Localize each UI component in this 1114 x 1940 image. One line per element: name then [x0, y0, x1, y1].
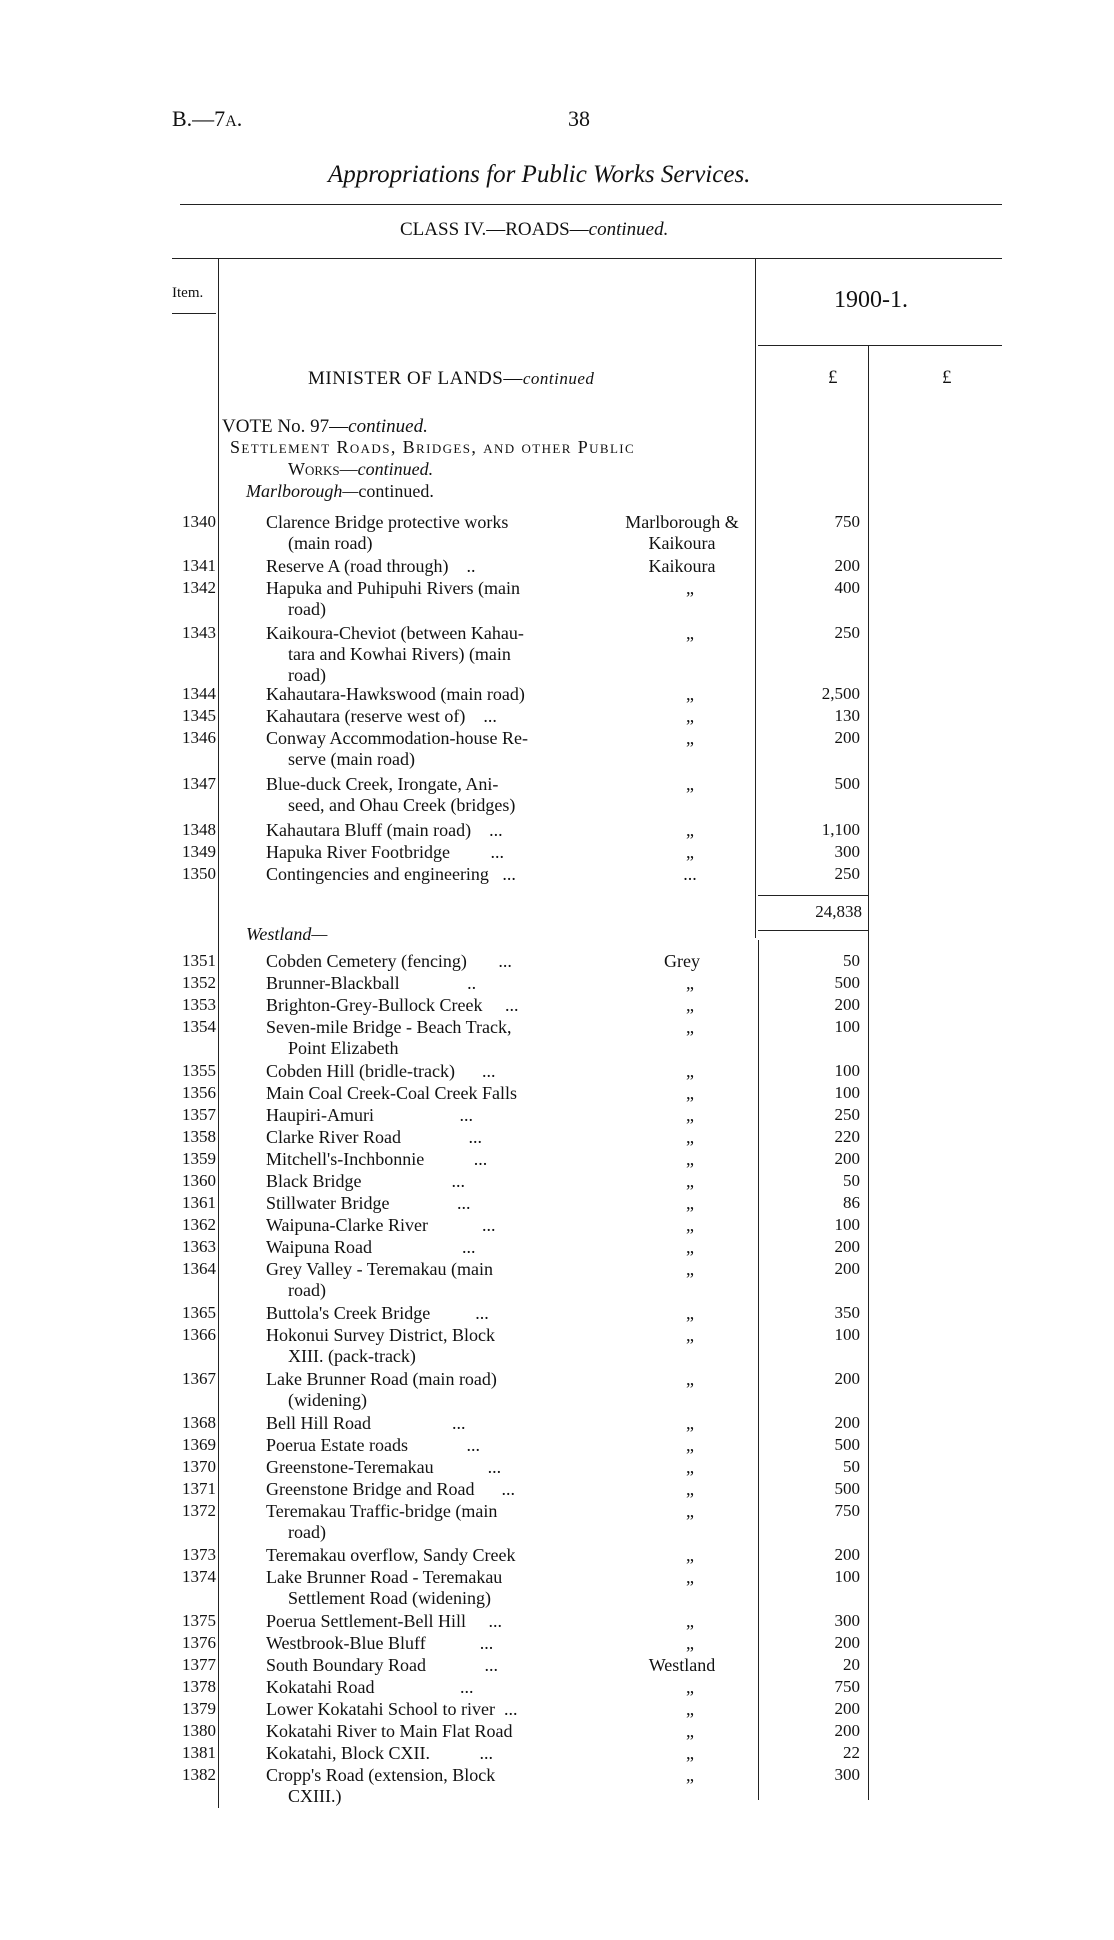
amount: 200	[834, 1699, 860, 1718]
item-number: 1349	[182, 842, 216, 861]
amount: 200	[834, 728, 860, 747]
item-number: 1380	[182, 1721, 216, 1740]
district: „	[686, 1699, 694, 1719]
item-description: Cobden Hill (bridle-track) ...	[266, 1061, 496, 1081]
item-description: Poerua Settlement-Bell Hill ...	[266, 1611, 502, 1631]
item-number: 1358	[182, 1127, 216, 1146]
table-top-rule	[172, 258, 1002, 259]
currency-symbol-col2: £	[942, 367, 952, 388]
amount: 500	[834, 973, 860, 992]
item-description: Contingencies and engineering ...	[266, 864, 516, 884]
year-header-rule	[758, 345, 1002, 346]
item-description: Lake Brunner Road (main road)	[266, 1369, 497, 1389]
westland-heading: Westland—	[246, 924, 328, 944]
district: „	[686, 1237, 694, 1257]
item-number: 1368	[182, 1413, 216, 1432]
marlborough-heading-text: Marlborough—	[246, 481, 359, 501]
item-description: Kokatahi Road ...	[266, 1677, 474, 1697]
item-description: Hokonui Survey District, Block	[266, 1325, 495, 1345]
item-number: 1360	[182, 1171, 216, 1190]
item-description: Teremakau overflow, Sandy Creek	[266, 1545, 516, 1565]
item-description: Black Bridge ...	[266, 1171, 465, 1191]
page-reference: B.—7A.	[172, 106, 243, 131]
item-description: Poerua Estate roads ...	[266, 1435, 480, 1455]
minister-heading-text: MINISTER OF LANDS—	[308, 368, 523, 389]
item-number: 1353	[182, 995, 216, 1014]
vote-heading-continued: continued.	[348, 416, 428, 437]
item-number: 1365	[182, 1303, 216, 1322]
subtotal-rule-top	[758, 895, 868, 896]
district: „	[686, 995, 694, 1015]
item-description: Blue-duck Creek, Irongate, Ani-	[266, 774, 499, 794]
item-description: Clarke River Road ...	[266, 1127, 482, 1147]
amount: 350	[834, 1303, 860, 1322]
marlborough-heading-continued: continued.	[358, 481, 434, 501]
district: „	[686, 1017, 694, 1037]
district: „	[686, 1479, 694, 1499]
item-description: Point Elizabeth	[288, 1038, 399, 1058]
year-header: 1900-1.	[834, 287, 908, 313]
amount: 500	[834, 774, 860, 793]
district: „	[686, 1259, 694, 1279]
amount: 130	[834, 706, 860, 725]
page-reference-suffix: A	[225, 113, 237, 130]
amount: 300	[834, 1611, 860, 1630]
district: „	[686, 706, 694, 726]
district: „	[686, 1215, 694, 1235]
item-number: 1357	[182, 1105, 216, 1124]
item-header-underline	[172, 313, 216, 314]
district: „	[686, 842, 694, 862]
item-number: 1370	[182, 1457, 216, 1476]
item-description: Reserve A (road through) ..	[266, 556, 476, 576]
item-number: 1359	[182, 1149, 216, 1168]
item-number: 1348	[182, 820, 216, 839]
item-description: XIII. (pack-track)	[288, 1346, 416, 1366]
item-number: 1344	[182, 684, 216, 703]
amount: 100	[834, 1325, 860, 1344]
amount: 750	[834, 512, 860, 531]
amount: 200	[834, 1545, 860, 1564]
item-description: seed, and Ohau Creek (bridges)	[288, 795, 516, 815]
amount: 2,500	[821, 684, 860, 703]
amount: 100	[834, 1083, 860, 1102]
currency-symbol-col1: £	[828, 367, 838, 388]
item-number: 1374	[182, 1567, 216, 1586]
item-description: Teremakau Traffic-bridge (main	[266, 1501, 498, 1521]
class-heading-continued: continued.	[588, 219, 669, 240]
district: „	[686, 1061, 694, 1081]
vote-heading	[222, 416, 428, 438]
settlement-heading-line2	[288, 459, 433, 480]
class-heading	[400, 219, 668, 241]
item-number: 1367	[182, 1369, 216, 1388]
item-number: 1381	[182, 1743, 216, 1762]
item-number: 1343	[182, 623, 216, 642]
item-column-header: Item.	[172, 285, 204, 301]
amount: 50	[843, 1457, 860, 1476]
district: „	[686, 1435, 694, 1455]
item-description: Hapuka and Puhipuhi Rivers (main	[266, 578, 520, 598]
district: „	[686, 820, 694, 840]
district: „	[686, 1457, 694, 1477]
amount: 200	[834, 1633, 860, 1652]
item-number: 1371	[182, 1479, 216, 1498]
item-number: 1372	[182, 1501, 216, 1520]
district: „	[686, 1611, 694, 1631]
district: „	[686, 1743, 694, 1763]
amount: 100	[834, 1567, 860, 1586]
item-number: 1356	[182, 1083, 216, 1102]
item-number: 1382	[182, 1765, 216, 1784]
district: Grey	[664, 951, 700, 971]
item-number: 1355	[182, 1061, 216, 1080]
subtotal-rule-bottom	[758, 930, 868, 931]
item-description: Greenstone-Teremakau ...	[266, 1457, 502, 1477]
amount-column-rule-right	[868, 345, 869, 1800]
settlement-heading-works: Works—	[288, 459, 358, 479]
district: Westland	[648, 1655, 716, 1675]
amount: 86	[843, 1193, 860, 1212]
item-description: Cropp's Road (extension, Block	[266, 1765, 496, 1785]
amount: 200	[834, 1149, 860, 1168]
marlborough-heading	[246, 481, 434, 502]
item-number: 1347	[182, 774, 216, 793]
amount: 750	[834, 1501, 860, 1520]
district: Kaikoura	[648, 556, 716, 576]
district: „	[686, 1413, 694, 1433]
district: „	[686, 1171, 694, 1191]
item-number: 1362	[182, 1215, 216, 1234]
amount: 250	[834, 864, 860, 883]
item-number: 1378	[182, 1677, 216, 1696]
amount: 200	[834, 1259, 860, 1278]
item-description: Kahautara Bluff (main road) ...	[266, 820, 503, 840]
amount: 750	[834, 1677, 860, 1696]
item-description: Haupiri-Amuri ...	[266, 1105, 473, 1125]
amount: 200	[834, 556, 860, 575]
district: „	[686, 1501, 694, 1521]
item-description: Bell Hill Road ...	[266, 1413, 466, 1433]
item-description: Stillwater Bridge ...	[266, 1193, 471, 1213]
item-number: 1363	[182, 1237, 216, 1256]
item-number: 1352	[182, 973, 216, 992]
district: „	[686, 578, 694, 598]
item-description: Lake Brunner Road - Teremakau	[266, 1567, 503, 1587]
item-description: Buttola's Creek Bridge ...	[266, 1303, 489, 1323]
item-description: Conway Accommodation-house Re-	[266, 728, 528, 748]
district: „	[686, 1633, 694, 1653]
item-description: Clarence Bridge protective works	[266, 512, 509, 532]
district: „	[686, 684, 694, 704]
district: „	[686, 1127, 694, 1147]
item-description: Seven-mile Bridge - Beach Track,	[266, 1017, 512, 1037]
subtotal-marlborough: 24,838	[815, 902, 862, 921]
amount: 400	[834, 578, 860, 597]
item-number: 1379	[182, 1699, 216, 1718]
amount: 200	[834, 1413, 860, 1432]
item-description: (widening)	[288, 1390, 367, 1410]
district: ...	[683, 864, 697, 884]
minister-heading	[308, 368, 594, 390]
amount: 300	[834, 1765, 860, 1784]
district: „	[686, 728, 694, 748]
district: „	[686, 774, 694, 794]
minister-heading-continued: continued	[522, 369, 595, 388]
item-description: serve (main road)	[288, 749, 415, 769]
amount: 50	[843, 1171, 860, 1190]
amount: 1,100	[821, 820, 860, 839]
item-number: 1364	[182, 1259, 216, 1278]
item-number: 1369	[182, 1435, 216, 1454]
item-description: Cobden Cemetery (fencing) ...	[266, 951, 512, 971]
item-number: 1361	[182, 1193, 216, 1212]
item-number: 1340	[182, 512, 216, 531]
item-description: Greenstone Bridge and Road ...	[266, 1479, 515, 1499]
district: „	[686, 1721, 694, 1741]
item-description: Kokatahi, Block CXII. ...	[266, 1743, 493, 1763]
item-description: Brighton-Grey-Bullock Creek ...	[266, 995, 519, 1015]
amount: 500	[834, 1435, 860, 1454]
item-description: Brunner-Blackball ..	[266, 973, 477, 993]
item-description: Mitchell's-Inchbonnie ...	[266, 1149, 488, 1169]
amount: 22	[843, 1743, 860, 1762]
item-number: 1342	[182, 578, 216, 597]
district: Kaikoura	[648, 533, 716, 553]
district: „	[686, 1765, 694, 1785]
amount: 100	[834, 1215, 860, 1234]
item-description: Kokatahi River to Main Flat Road	[266, 1721, 513, 1741]
item-number: 1366	[182, 1325, 216, 1344]
amount: 200	[834, 995, 860, 1014]
amount: 220	[834, 1127, 860, 1146]
settlement-heading-line1: Settlement Roads, Bridges, and other Public	[230, 437, 636, 457]
district: „	[686, 1545, 694, 1565]
item-description: Main Coal Creek-Coal Creek Falls	[266, 1083, 517, 1103]
item-number: 1346	[182, 728, 216, 747]
amount: 500	[834, 1479, 860, 1498]
title-rule	[180, 204, 1002, 205]
district: „	[686, 1193, 694, 1213]
item-number: 1377	[182, 1655, 216, 1674]
item-description: Lower Kokatahi School to river ...	[266, 1699, 518, 1719]
page-title: Appropriations for Public Works Services.	[328, 161, 751, 188]
item-description: road)	[288, 1280, 326, 1300]
item-description: (main road)	[288, 533, 373, 553]
item-description: Grey Valley - Teremakau (main	[266, 1259, 493, 1279]
settlement-heading-continued: continued.	[357, 459, 434, 479]
amount: 250	[834, 1105, 860, 1124]
item-number: 1345	[182, 706, 216, 725]
item-number: 1351	[182, 951, 216, 970]
amount: 50	[843, 951, 860, 970]
district: „	[686, 1369, 694, 1389]
class-heading-text: CLASS IV.—ROADS—	[400, 219, 589, 240]
district: „	[686, 1677, 694, 1697]
item-description: road)	[288, 1522, 326, 1542]
item-column-rule	[218, 258, 219, 1808]
amount: 100	[834, 1017, 860, 1036]
item-description: tara and Kowhai Rivers) (main	[288, 644, 511, 664]
item-description: Westbrook-Blue Bluff ...	[266, 1633, 494, 1653]
item-description: Hapuka River Footbridge ...	[266, 842, 504, 862]
amount: 200	[834, 1721, 860, 1740]
item-number: 1375	[182, 1611, 216, 1630]
district: „	[686, 973, 694, 993]
item-description: Settlement Road (widening)	[288, 1588, 491, 1608]
district: „	[686, 1303, 694, 1323]
item-description: road)	[288, 599, 326, 619]
item-description: road)	[288, 665, 326, 685]
item-description: Kahautara-Hawkswood (main road)	[266, 684, 525, 704]
district: Marlborough &	[625, 512, 739, 532]
item-number: 1354	[182, 1017, 216, 1036]
item-description: CXIII.)	[288, 1786, 342, 1806]
page-number: 38	[568, 106, 590, 131]
item-number: 1341	[182, 556, 216, 575]
vote-heading-text: VOTE No. 97—	[222, 416, 349, 437]
district: „	[686, 623, 694, 643]
district: „	[686, 1325, 694, 1345]
item-description: Waipuna-Clarke River ...	[266, 1215, 496, 1235]
district: „	[686, 1083, 694, 1103]
amount: 20	[843, 1655, 860, 1674]
district: „	[686, 1105, 694, 1125]
amount: 100	[834, 1061, 860, 1080]
item-number: 1373	[182, 1545, 216, 1564]
item-description: South Boundary Road ...	[266, 1655, 498, 1675]
amount: 250	[834, 623, 860, 642]
item-description: Kaikoura-Cheviot (between Kahau-	[266, 623, 524, 643]
amount: 200	[834, 1237, 860, 1256]
item-number: 1376	[182, 1633, 216, 1652]
amount: 200	[834, 1369, 860, 1388]
page-reference-main: B.—7	[172, 106, 226, 131]
district: „	[686, 1567, 694, 1587]
item-description: Kahautara (reserve west of) ...	[266, 706, 497, 726]
item-number: 1350	[182, 864, 216, 883]
district: „	[686, 1149, 694, 1169]
item-description: Waipuna Road ...	[266, 1237, 476, 1257]
amount: 300	[834, 842, 860, 861]
